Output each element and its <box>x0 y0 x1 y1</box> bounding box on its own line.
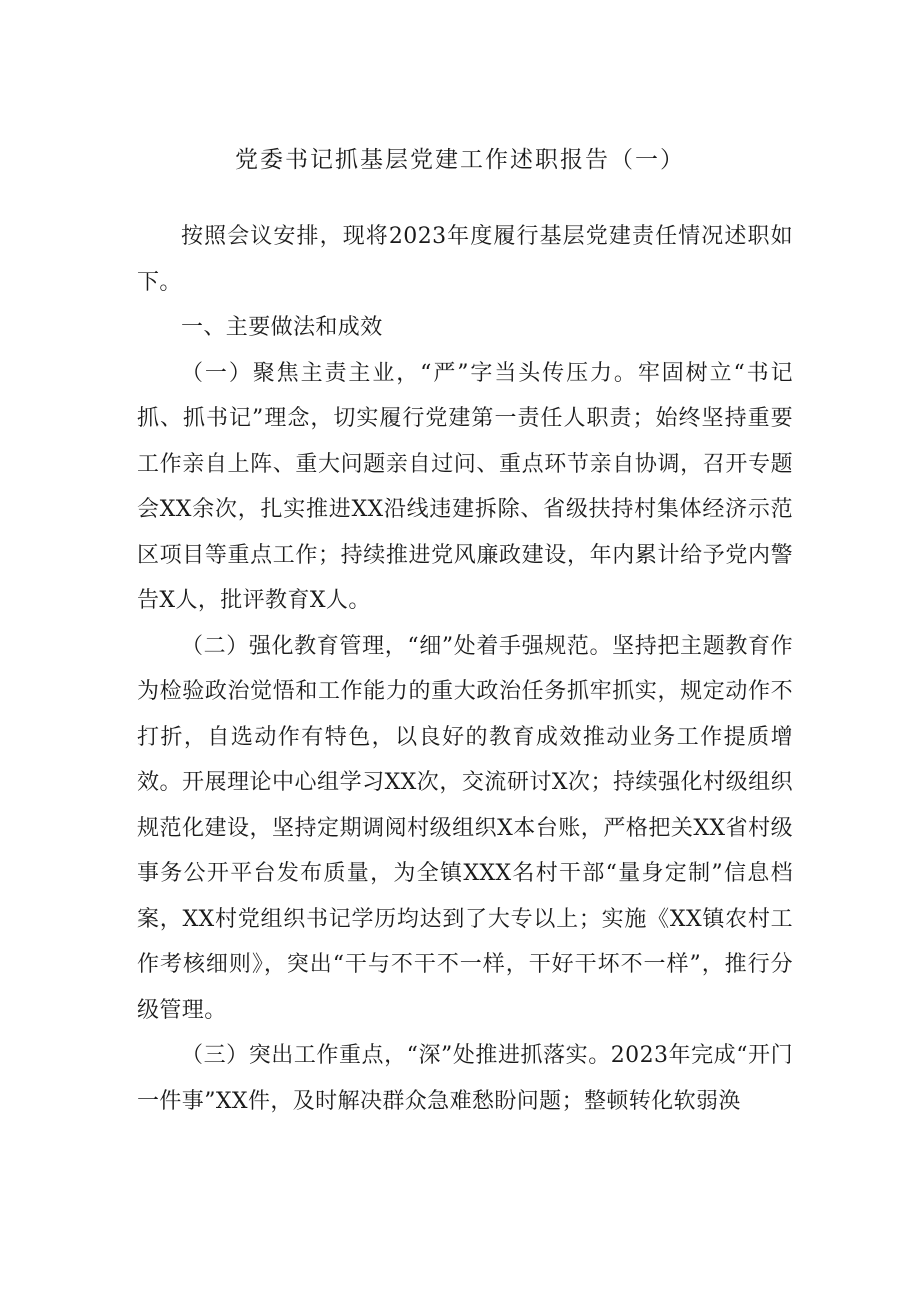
paragraph-item-1: （一）聚焦主责主业，“严”字当头传压力。牢固树立“书记抓、抓书记”理念，切实履行党建第一责任人职责；始终坚持重要工作亲自上阵、重大问题亲自过问、重点环节亲自协调，召开专题会XX余次，扎实推进XX沿线违建拆除、省级扶持村集体经济示范区项目等重点工作；持续推进党风廉政建设，年内累计给予党内警告X人，批评教育X人。 <box>137 360 793 613</box>
document-title: 党委书记抓基层党建工作述职报告（一） <box>235 147 685 173</box>
document-body <box>137 214 793 1124</box>
section-heading: 一、主要做法和成效 <box>181 315 383 340</box>
paragraph-item-3: （三）突出工作重点，“深”处推进抓落实。2023年完成“开门一件事”XX件，及时解决群众急难愁盼问题；整顿转化软弱涣 <box>137 1043 793 1114</box>
paragraph-intro: 按照会议安排，现将2023年度履行基层党建责任情况述职如下。 <box>137 224 793 295</box>
paragraph-item-2: （二）强化教育管理，“细”处着手强规范。坚持把主题教育作为检验政治觉悟和工作能力的重大政治任务抓牢抓实，规定动作不打折，自选动作有特色，以良好的教育成效推动业务工作提质增效。开展理论中心组学习XX次，交流研讨X次；持续强化村级组织规范化建设，坚持定期调阅村级组织X本台账，严格把关XX省村级事务公开平台发布质量，为全镇XXX名村干部“量身定制”信息档案，XX村党组织书记学历均达到了大专以上；实施《XX镇农村工作考核细则》，突出“干与不干不一样，干好干坏不一样”，推行分级管理。 <box>137 633 793 1023</box>
